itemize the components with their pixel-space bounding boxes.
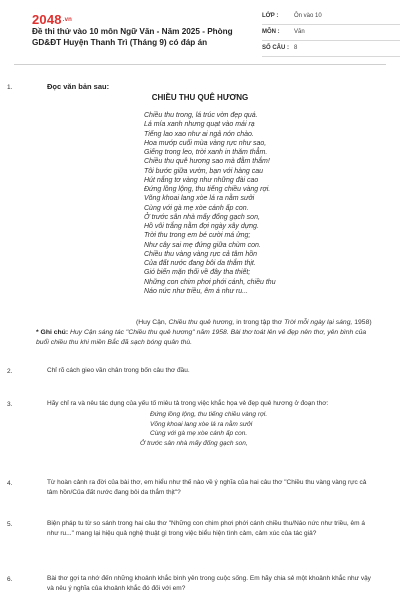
meta-value: Văn bbox=[294, 29, 305, 35]
poem-line: Hút nắng tơ vàng như những đài cao bbox=[144, 176, 259, 184]
meta-row-subject bbox=[262, 27, 400, 41]
question-number: 2. bbox=[7, 368, 13, 375]
poem-line: Của đất nước đang bôi da thắm thịt. bbox=[144, 260, 256, 267]
question-number: 4. bbox=[7, 480, 13, 487]
question-4-text: Từ hoàn cảnh ra đời của bài thơ, em hiểu như thế nào về ý nghĩa của hai câu thơ "Chiều thu vàng vàng rực cả tâm hồn/Của đất nước đang bôi da thắm thịt"? bbox=[47, 479, 367, 496]
question-number: 5. bbox=[7, 521, 13, 528]
site-logo[interactable] bbox=[32, 12, 72, 27]
poem-line: Như cây sai mẹ đứng giữa chùm con. bbox=[144, 241, 261, 249]
question-1-heading: Đọc văn bản sau: bbox=[47, 82, 110, 91]
poem-line: Náo nức như triều, êm á như ru... bbox=[144, 287, 248, 295]
logo-text: 2048 bbox=[32, 12, 62, 27]
poem-source: (Huy Cận, Chiều thu quê hương, in trong tập thơ Trời mỗi ngày lại sáng, 1958) bbox=[136, 319, 372, 326]
poem-line: Tiếng lao xao như ai ngả nón chào. bbox=[144, 130, 254, 138]
excerpt-line: Ở trước sân nhà mấy đống gạch son, bbox=[140, 439, 248, 447]
meta-label: LỚP : bbox=[262, 13, 279, 19]
poem-line: Lá mía xanh nhưng quạt vào mái rạ bbox=[144, 121, 255, 129]
poem-line: Hoa mướp cuối mùa vàng rực như sao, bbox=[144, 139, 267, 147]
note-text: Huy Cận sáng tác "Chiều thu quê hương" năm 1958. Bài thơ toát lên vẻ đẹp nên thơ, yên bình của buổi chiều thu khi miền Bắc đã sạch bóng quân thù. bbox=[36, 329, 367, 346]
meta-label: SỐ CÂU : bbox=[262, 45, 289, 51]
poem-line: Trời thu trong em bé cười má ửng; bbox=[144, 232, 251, 240]
excerpt-line: Đứng lồng lộng, thu tiếng chiều vàng rợi. bbox=[150, 411, 268, 418]
excerpt-line: Cùng với gà mẹ xòe cánh ấp con. bbox=[150, 430, 248, 438]
meta-label: MÔN : bbox=[262, 29, 280, 35]
poem-title: CHIỀU THU QUÊ HƯƠNG bbox=[151, 93, 249, 102]
meta-row-count bbox=[262, 43, 400, 57]
question-number: 3. bbox=[7, 401, 13, 408]
document-title: Đề thi thử vào 10 môn Ngữ Văn - Năm 2025 - Phòng GD&ĐT Huyện Thanh Trì (Tháng 9) có đáp án bbox=[32, 27, 233, 47]
poem-line: Đứng lồng lộng, thu tiếng chiều vàng rợi. bbox=[144, 186, 271, 193]
question-5-text: Biện pháp tu từ so sánh trong hai câu thơ "Những con chim phơi phới cánh chiều thu/Náo nức như triều, êm á như ru..." mang lại hiệu quả nghệ thuật gì trong việc biểu hiện tình cảm, cảm xúc của tác giả? bbox=[47, 520, 365, 537]
meta-table bbox=[262, 11, 400, 59]
logo-tld: .vn bbox=[62, 17, 73, 23]
poem-line: Chiều thu trong, lá trúc vờn đẹp quá. bbox=[144, 112, 258, 119]
poem-line: Võng khoai lang xòe lá ra nằm sưởi bbox=[144, 195, 255, 203]
meta-value: 8 bbox=[294, 45, 298, 51]
poem-line: Ở trước sân nhà mấy đống gạch son, bbox=[144, 213, 260, 221]
poem-text bbox=[144, 111, 394, 296]
excerpt-line: Võng khoai lang xòe lá ra nằm sưởi bbox=[150, 420, 253, 428]
note-label: * Ghi chú: bbox=[36, 329, 69, 336]
poem-note bbox=[36, 328, 376, 347]
poem-line: Hồ vôi trắng nằm đợi ngày xây dựng. bbox=[144, 223, 259, 230]
poem-line: Giếng trong leo, trời xanh in thăm thẳm. bbox=[144, 149, 268, 156]
document-header bbox=[14, 0, 386, 65]
poem-line: Chiều thu vàng vàng rực cả tâm hồn bbox=[144, 250, 258, 258]
poem-line: Gió biển mặn thổi về đây tha thiết; bbox=[144, 269, 251, 277]
meta-value: Ôn vào 10 bbox=[294, 13, 322, 19]
question-2-text: Chỉ rõ cách gieo vần chân trong bốn câu thơ đầu. bbox=[47, 367, 190, 374]
poem-line: Cùng với gà mẹ xòe cánh ấp con. bbox=[144, 204, 249, 212]
question-3-text: Hãy chỉ ra và nêu tác dụng của yếu tố miêu tả trong việc khắc họa vẻ đẹp quê hương ở đoạn thơ: bbox=[47, 400, 329, 407]
meta-row-class bbox=[262, 11, 400, 25]
question-3-excerpt bbox=[140, 410, 330, 448]
poem-line: Chiều thu quê hương sao mà đằm thắm! bbox=[144, 158, 270, 166]
question-number: 1. bbox=[7, 84, 13, 91]
question-6-text: Bài thơ gợi ta nhớ đến những khoảnh khắc bình yên trong cuộc sống. Em hãy chia sẻ một khoảnh khắc như vậy và nêu ý nghĩa của khoảnh khắc đó đối với em? bbox=[47, 575, 371, 592]
question-number: 6. bbox=[7, 576, 13, 583]
poem-line: Tôi bước giữa vườn, bạn với hàng cau bbox=[144, 167, 264, 175]
poem-line: Những con chim phơi phới cánh, chiều thu bbox=[144, 278, 276, 286]
